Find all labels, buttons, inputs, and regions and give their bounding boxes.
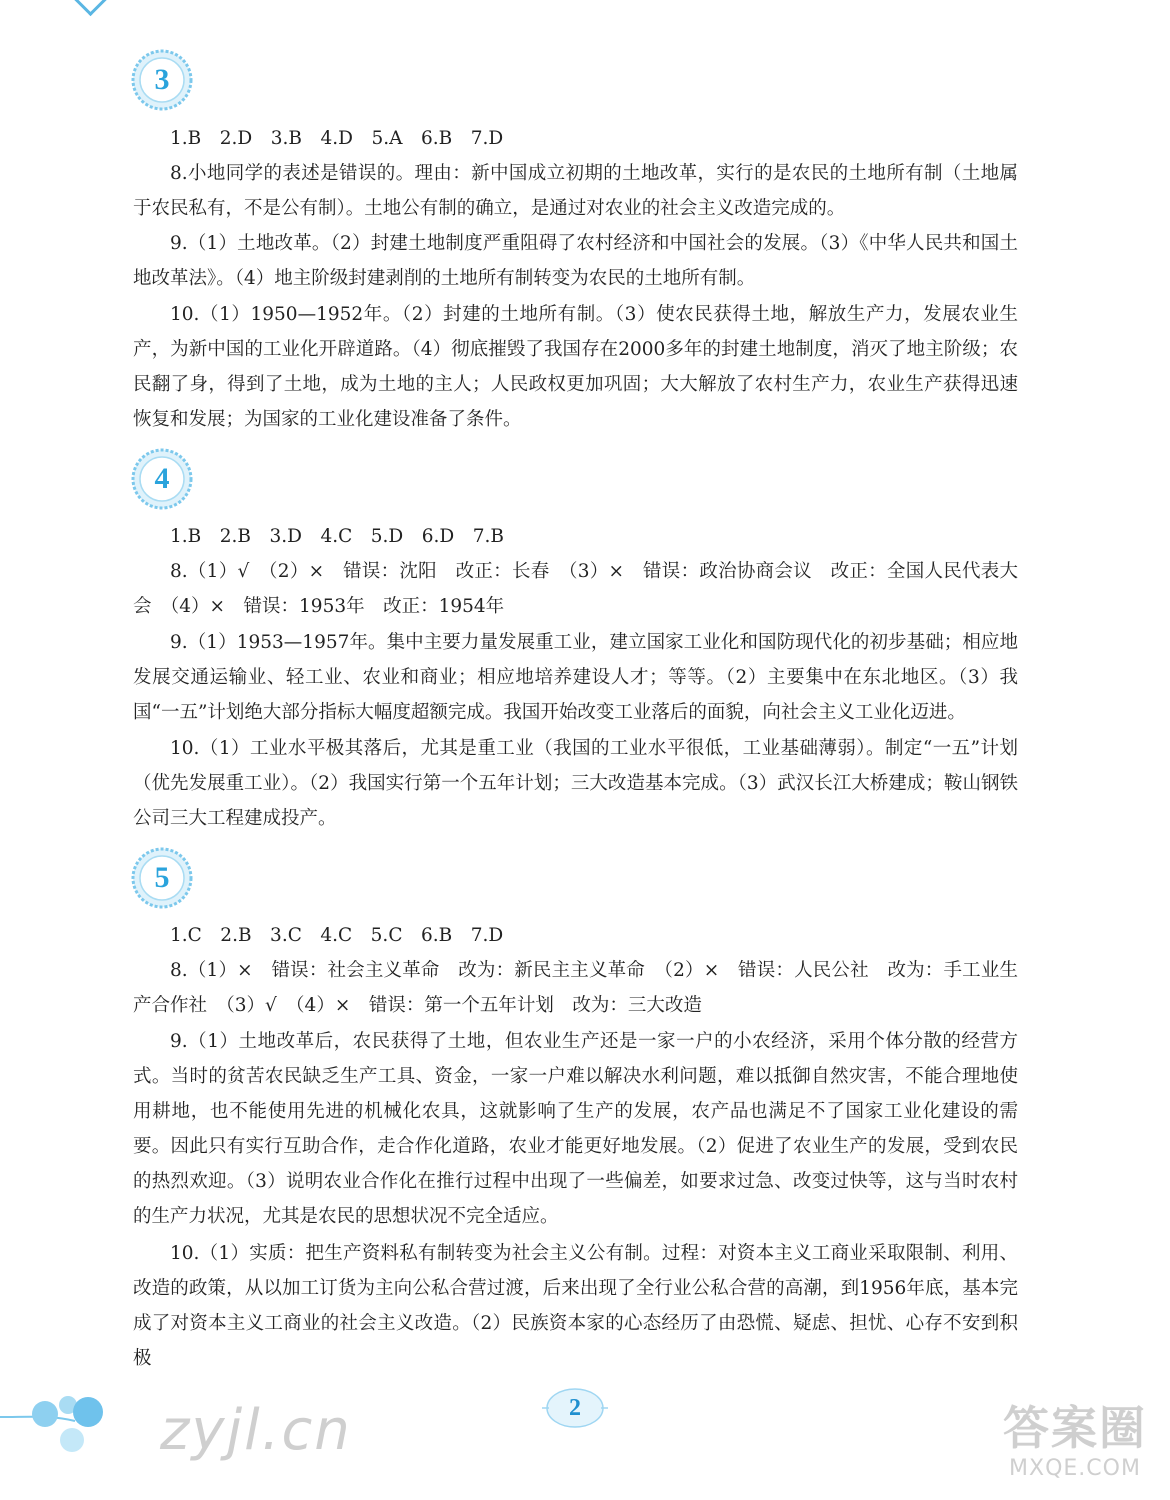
page-number: 2 — [569, 1395, 581, 1421]
watermark-left: zyjl.cn — [160, 1398, 352, 1463]
answer-paragraph: 9.（1）1953—1957年。集中主要力量发展重工业，建立国家工业化和国防现代化的初步基础；相应地发展交通运输业、轻工业、农业和商业；相应地培养建设人才；等等。（2）主要集中在东北地区。（3）我国“一五”计划绝大部分指标大幅度超额完成。我国开始改变工业落后的面貌，向社会主义工业化迈进。 — [133, 632, 1018, 723]
watermark-right — [990, 1400, 1160, 1482]
badge-number: 4 — [154, 462, 170, 495]
corner-decoration — [73, 0, 108, 16]
badge-number: 3 — [154, 63, 170, 96]
answer-paragraph: 8.（1）× 错误：社会主义革命 改为：新民主主义革命 （2）× 错误：人民公社 改为：手工业生产合作社 （3）√ （4）× 错误：第一个五年计划 改为：三大改造 — [133, 960, 1018, 1016]
answer-paragraph: 10.（1）工业水平极其落后，尤其是重工业（我国的工业水平很低，工业基础薄弱）。制定“一五”计划（优先发展重工业）。（2）我国实行第一个五年计划；三大改造基本完成。（3）武汉长江大桥建成；鞍山钢铁公司三大工程建成投产。 — [133, 738, 1018, 829]
section-badge-4 — [130, 447, 194, 511]
badge-number: 5 — [154, 861, 170, 894]
answer-paragraph: 9.（1）土地改革后，农民获得了土地，但农业生产还是一家一户的小农经济，采用个体分散的经营方式。当时的贫苦农民缺乏生产工具、资金，一家一户难以解决水利问题，难以抵御自然灾害，不能合理地使用耕地，也不能使用先进的机械化农具，这就影响了生产的发展，农产品也满足不了国家工业化建设的需要。因此只有实行互助合作，走合作化道路，农业才能更好地发展。（2）促进了农业生产的发展，受到农民的热烈欢迎。（3）说明农业合作化在推行过程中出现了一些偏差，如要求过急、改变过快等，这与当时农村的生产力状况，尤其是农民的思想状况不完全适应。 — [133, 1031, 1018, 1227]
watermark-url: MXQE.COM — [1009, 1456, 1141, 1481]
answer-paragraph: 10.（1）实质：把生产资料私有制转变为社会主义公有制。过程：对资本主义工商业采取限制、利用、改造的政策，从以加工订货为主向公私合营过渡，后来出现了全行业公私合营的高潮，到1956年底，基本完成了对资本主义工商业的社会主义改造。（2）民族资本家的心态经历了由恐慌、疑虑、担忧、心存不安到积极 — [133, 1243, 1018, 1369]
section-badge-3 — [130, 48, 194, 112]
answer-paragraph: 8.小地同学的表述是错误的。理由：新中国成立初期的土地改革，实行的是农民的土地所有制（土地属于农民私有，不是公有制）。土地公有制的确立，是通过对农业的社会主义改造完成的。 — [133, 163, 1018, 219]
page-number-badge — [540, 1385, 610, 1431]
answer-choice-line: 1.C 2.B 3.C 4.C 5.C 6.B 7.D — [170, 925, 504, 946]
section-badge-5 — [130, 846, 194, 910]
answer-paragraph: 10.（1）1950—1952年。（2）封建的土地所有制。（3）使农民获得土地，解放生产力，发展农业生产，为新中国的工业化开辟道路。（4）彻底摧毁了我国存在2000多年的封建土地制度，消灭了地主阶级；农民翻了身，得到了土地，成为土地的主人；人民政权更加巩固；大大解放了农村生产力，农业生产获得迅速恢复和发展；为国家的工业化建设准备了条件。 — [133, 304, 1018, 430]
watermark-logo-text: 答案圈 — [1003, 1401, 1147, 1455]
answer-paragraph: 9.（1）土地改革。（2）封建土地制度严重阻碍了农村经济和中国社会的发展。（3）《中华人民共和国土地改革法》。（4）地主阶级封建剥削的土地所有制转变为农民的土地所有制。 — [133, 233, 1018, 289]
answer-choice-line: 1.B 2.D 3.B 4.D 5.A 6.B 7.D — [170, 128, 504, 149]
answer-paragraph: 8.（1）√ （2）× 错误：沈阳 改正：长春 （3）× 错误：政治协商会议 改正：全国人民代表大会 （4）× 错误：1953年 改正：1954年 — [133, 561, 1018, 617]
bubble-decoration-icon — [0, 1395, 130, 1470]
answer-choice-line: 1.B 2.B 3.D 4.C 5.D 6.D 7.B — [170, 526, 504, 547]
